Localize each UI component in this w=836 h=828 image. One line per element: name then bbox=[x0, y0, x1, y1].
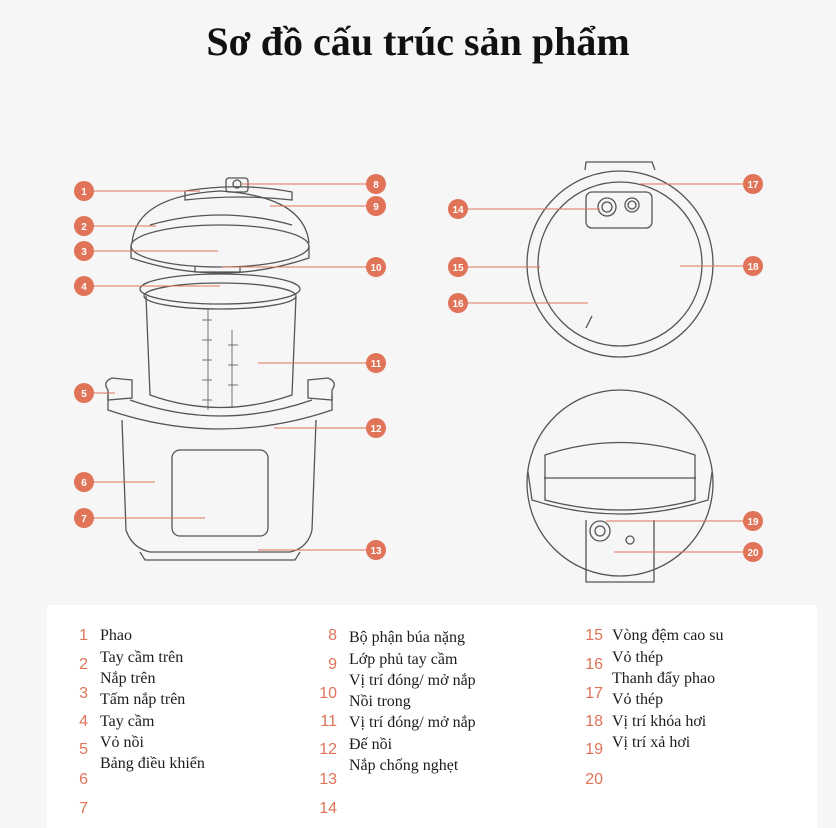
legend-number: 12 bbox=[319, 741, 337, 758]
svg-text:6: 6 bbox=[81, 478, 87, 489]
marker-15 bbox=[448, 257, 468, 277]
legend-number: 7 bbox=[79, 800, 88, 817]
svg-text:5: 5 bbox=[81, 389, 87, 400]
svg-text:19: 19 bbox=[747, 517, 759, 528]
lid-underside-view bbox=[527, 162, 713, 357]
marker-4 bbox=[74, 276, 94, 296]
svg-text:17: 17 bbox=[747, 180, 759, 191]
marker-20 bbox=[743, 542, 763, 562]
diagram-markers bbox=[74, 174, 763, 562]
svg-text:16: 16 bbox=[452, 299, 464, 310]
svg-text:11: 11 bbox=[370, 359, 382, 370]
svg-text:3: 3 bbox=[81, 247, 87, 258]
legend-number: 2 bbox=[79, 656, 88, 673]
svg-text:14: 14 bbox=[452, 205, 464, 216]
svg-text:8: 8 bbox=[373, 180, 379, 191]
legend-label: Vị trí đóng/ mở nắp bbox=[349, 672, 476, 689]
marker-9 bbox=[366, 196, 386, 216]
lid-top-view bbox=[527, 390, 713, 582]
svg-text:4: 4 bbox=[81, 282, 87, 293]
legend-number: 3 bbox=[79, 685, 88, 702]
legend-label: Thanh đẩy phao bbox=[612, 670, 716, 687]
legend-label: Nồi trong bbox=[349, 693, 411, 710]
svg-text:1: 1 bbox=[81, 187, 87, 198]
marker-16 bbox=[448, 293, 468, 313]
svg-text:2: 2 bbox=[81, 222, 87, 233]
marker-18 bbox=[743, 256, 763, 276]
legend-label: Vỏ thép bbox=[612, 691, 664, 708]
svg-text:12: 12 bbox=[370, 424, 382, 435]
marker-19 bbox=[743, 511, 763, 531]
legend-number: 19 bbox=[585, 741, 603, 758]
left-handle bbox=[106, 378, 132, 400]
legend-label: Vị trí xả hơi bbox=[612, 734, 691, 751]
marker-7 bbox=[74, 508, 94, 528]
svg-text:10: 10 bbox=[370, 263, 382, 274]
legend-number: 13 bbox=[319, 771, 337, 788]
legend-number: 9 bbox=[328, 656, 337, 673]
legend-label: Tay cầm trên bbox=[100, 649, 184, 666]
marker-10 bbox=[366, 257, 386, 277]
page-title: Sơ đồ cấu trúc sản phẩm bbox=[206, 19, 630, 64]
legend-label: Tấm nắp trên bbox=[100, 691, 186, 708]
cooker-body bbox=[122, 420, 316, 552]
cooker-exploded-view bbox=[106, 178, 335, 560]
svg-text:13: 13 bbox=[370, 546, 382, 557]
marker-8 bbox=[366, 174, 386, 194]
cooker-base bbox=[140, 552, 300, 560]
svg-text:7: 7 bbox=[81, 514, 87, 525]
marker-3 bbox=[74, 241, 94, 261]
legend-number: 4 bbox=[79, 713, 88, 730]
legend-label: Lớp phủ tay cầm bbox=[349, 651, 458, 668]
lid-rim bbox=[131, 225, 309, 267]
marker-17 bbox=[743, 174, 763, 194]
legend-number: 5 bbox=[79, 741, 88, 758]
control-panel bbox=[172, 450, 268, 536]
leader-lines bbox=[94, 184, 745, 552]
legend-label: Phao bbox=[100, 627, 132, 644]
legend-number: 14 bbox=[319, 800, 337, 817]
legend-number: 11 bbox=[320, 713, 337, 730]
legend-label: Vòng đệm cao su bbox=[612, 627, 724, 644]
legend-label: Vỏ thép bbox=[612, 649, 664, 666]
right-handle bbox=[308, 378, 334, 400]
legend-label: Nắp chống nghẹt bbox=[349, 757, 459, 774]
legend-label: Vỏ nồi bbox=[100, 734, 144, 751]
legend-number: 6 bbox=[79, 771, 88, 788]
legend-number: 17 bbox=[585, 685, 603, 702]
legend-number: 1 bbox=[79, 627, 88, 644]
marker-2 bbox=[74, 216, 94, 236]
legend-number: 16 bbox=[585, 656, 603, 673]
legend-number: 20 bbox=[585, 771, 603, 788]
legend-number: 18 bbox=[585, 713, 603, 730]
marker-5 bbox=[74, 383, 94, 403]
marker-13 bbox=[366, 540, 386, 560]
legend-label: Vị trí khóa hơi bbox=[612, 713, 707, 730]
legend-number: 8 bbox=[328, 627, 337, 644]
legend-label: Đế nồi bbox=[349, 736, 393, 753]
legend-label: Nắp trên bbox=[100, 670, 156, 687]
legend-label: Bảng điều khiển bbox=[100, 755, 205, 772]
inner-pot-body bbox=[146, 296, 296, 408]
marker-1 bbox=[74, 181, 94, 201]
svg-text:15: 15 bbox=[452, 263, 464, 274]
svg-text:18: 18 bbox=[747, 262, 759, 273]
marker-14 bbox=[448, 199, 468, 219]
marker-12 bbox=[366, 418, 386, 438]
legend-number: 10 bbox=[319, 685, 337, 702]
legend-panel bbox=[47, 605, 817, 828]
legend-label: Vị trí đóng/ mở nắp bbox=[349, 714, 476, 731]
marker-6 bbox=[74, 472, 94, 492]
inner-pot-rim bbox=[140, 274, 300, 304]
legend-number: 15 bbox=[585, 627, 603, 644]
legend-label: Tay cầm bbox=[100, 713, 155, 730]
legend-label: Bộ phận búa nặng bbox=[349, 629, 465, 646]
svg-text:20: 20 bbox=[747, 548, 759, 559]
svg-text:9: 9 bbox=[373, 202, 379, 213]
marker-11 bbox=[366, 353, 386, 373]
